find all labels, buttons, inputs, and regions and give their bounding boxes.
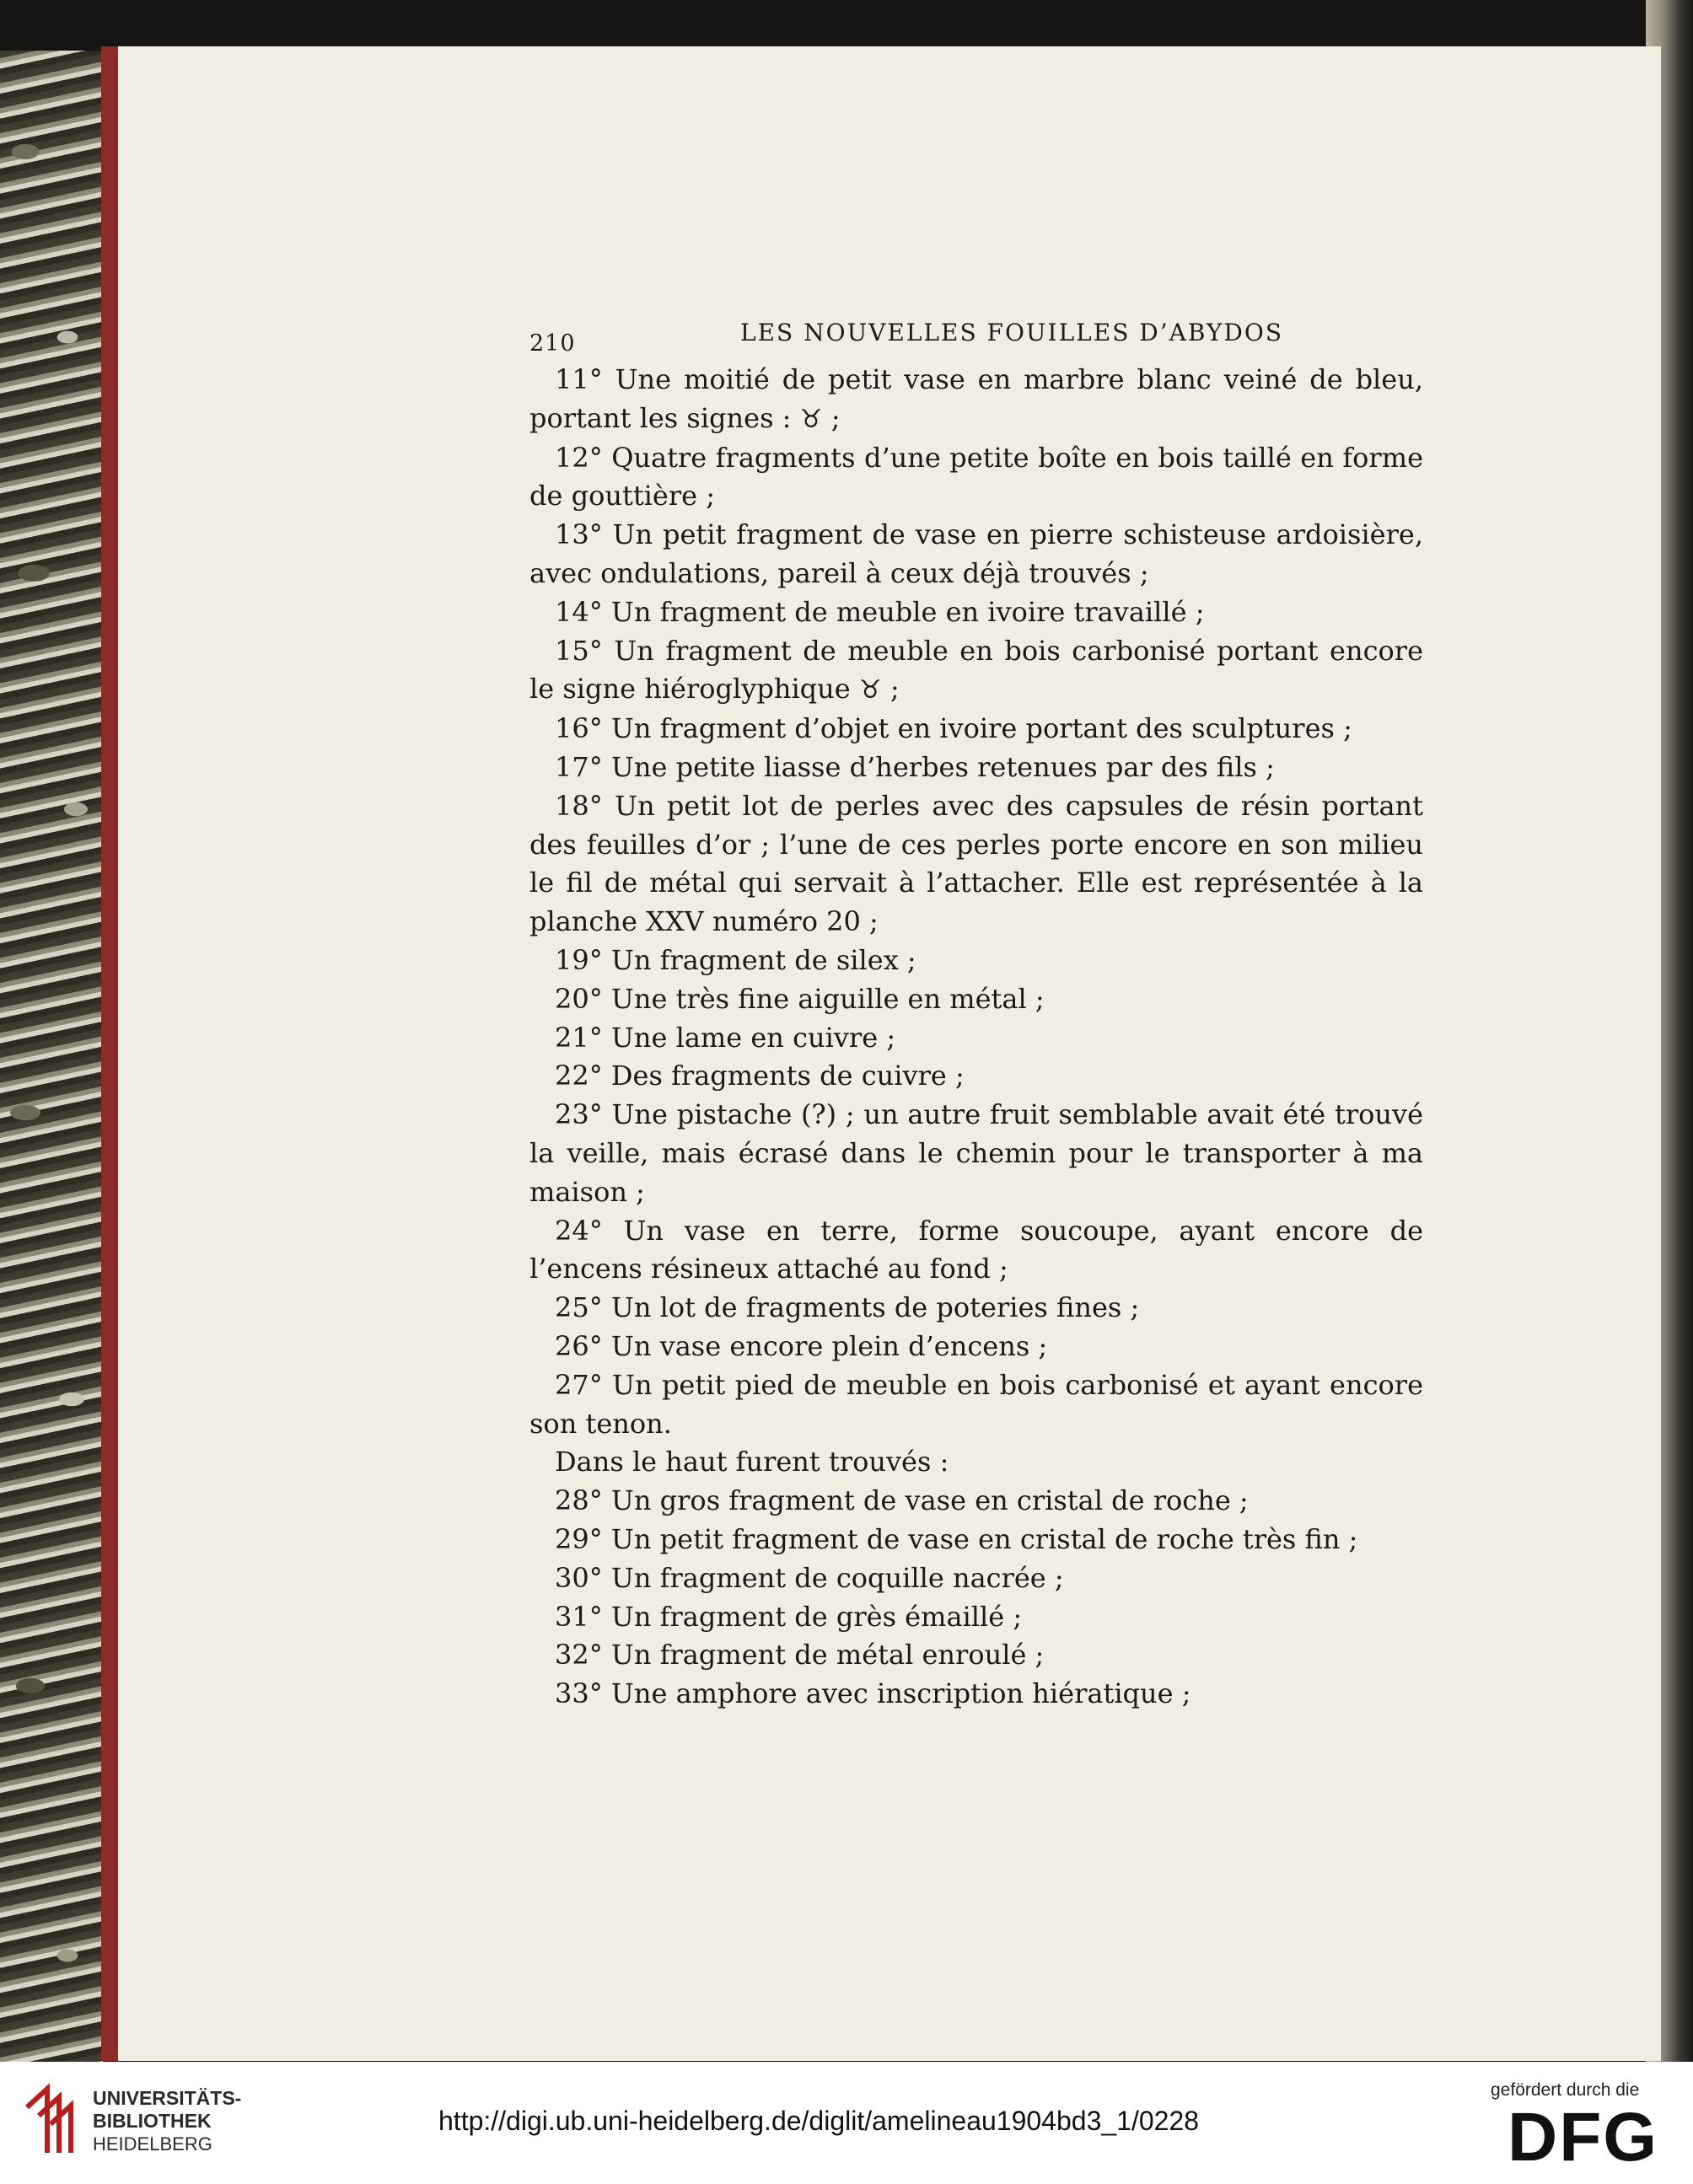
page-number: 210 — [529, 330, 576, 357]
permalink-url[interactable]: http://digi.ub.uni-heidelberg.de/diglit/amelineau1904bd3_1/0228 — [438, 2106, 1200, 2136]
list-item: 25° Un lot de fragments de poteries fines ; — [555, 1291, 1140, 1324]
list-item: 22° Des fragments de cuivre ; — [555, 1060, 965, 1092]
list-item: 20° Une très fine aiguille en métal ; — [555, 982, 1045, 1015]
list-item: 24° Un vase en terre, forme soucoupe, ayant encore de l’encens résineux attaché au fond ; — [529, 1214, 1423, 1285]
list-item: 30° Un fragment de coquille nacrée ; — [555, 1561, 1064, 1594]
list-item: 21° Une lame en cuivre ; — [555, 1021, 896, 1054]
viewer-footer — [0, 2062, 1693, 2184]
list-item: 18° Un petit lot de perles avec des capsules de résin portant des feuilles d’or ; l’une de ces perles porte encore en son milieu le fil de métal qui servait à l’attacher. Elle est représentée à la planche XXV numéro 20 ; — [529, 789, 1423, 938]
list-item: 17° Une petite liasse d’herbes retenues par des fils ; — [555, 750, 1275, 783]
list-item: Dans le haut furent trouvés : — [555, 1446, 949, 1478]
list-item: 12° Quatre fragments d’une petite boîte en bois taillé en forme de gouttière ; — [529, 441, 1423, 512]
list-item: 19° Un fragment de silex ; — [555, 943, 916, 976]
list-item: 23° Une pistache (?) ; un autre fruit semblable avait été trouvé la veille, mais écrasé dans le chemin pour le transporter à ma maison ; — [529, 1098, 1423, 1208]
list-item: 26° Un vase encore plein d’encens ; — [555, 1329, 1048, 1362]
list-item: 28° Un gros fragment de vase en cristal de roche ; — [555, 1484, 1249, 1517]
list-item: 33° Une amphore avec inscription hiératique ; — [555, 1677, 1191, 1710]
body-text — [529, 361, 1423, 1714]
list-item: 14° Un fragment de meuble en ivoire travaillé ; — [555, 595, 1205, 628]
dfg-logo: DFG — [1508, 2099, 1659, 2176]
hieroglyph-sign-icon: ♉ — [858, 675, 882, 706]
library-logo-icon — [19, 2082, 79, 2160]
list-item: 32° Un fragment de métal enroulé ; — [555, 1639, 1045, 1672]
list-item: 13° Un petit fragment de vase en pierre schisteuse ardoisière, avec ondulations, pareil à ceux déjà trouvés ; — [529, 518, 1423, 589]
list-item: 31° Un fragment de grès émaillé ; — [555, 1600, 1023, 1633]
page-header — [529, 319, 1423, 361]
list-item: 27° Un petit pied de meuble en bois carbonisé et ayant encore son tenon. — [529, 1368, 1423, 1440]
library-name: UNIVERSITÄTS- BIBLIOTHEK HEIDELBERG — [93, 2087, 242, 2154]
running-title: LES NOUVELLES FOUILLES D’ABYDOS — [740, 319, 1284, 346]
list-item: 11° Une moitié de petit vase en marbre blanc veiné de bleu, portant les signes : ♉ ; — [529, 363, 1423, 434]
funded-by-label: gefördert durch die — [1491, 2080, 1640, 2100]
list-item: 16° Un fragment d’objet en ivoire portant des sculptures ; — [555, 712, 1352, 745]
list-item: 29° Un petit fragment de vase en cristal de roche très fin ; — [555, 1522, 1358, 1555]
list-item: 15° Un fragment de meuble en bois carbonisé portant encore le signe hiéroglyphique ♉ ; — [529, 634, 1423, 706]
hieroglyph-sign-icon: ♉ — [799, 404, 823, 434]
marbled-endpaper — [0, 51, 103, 2062]
